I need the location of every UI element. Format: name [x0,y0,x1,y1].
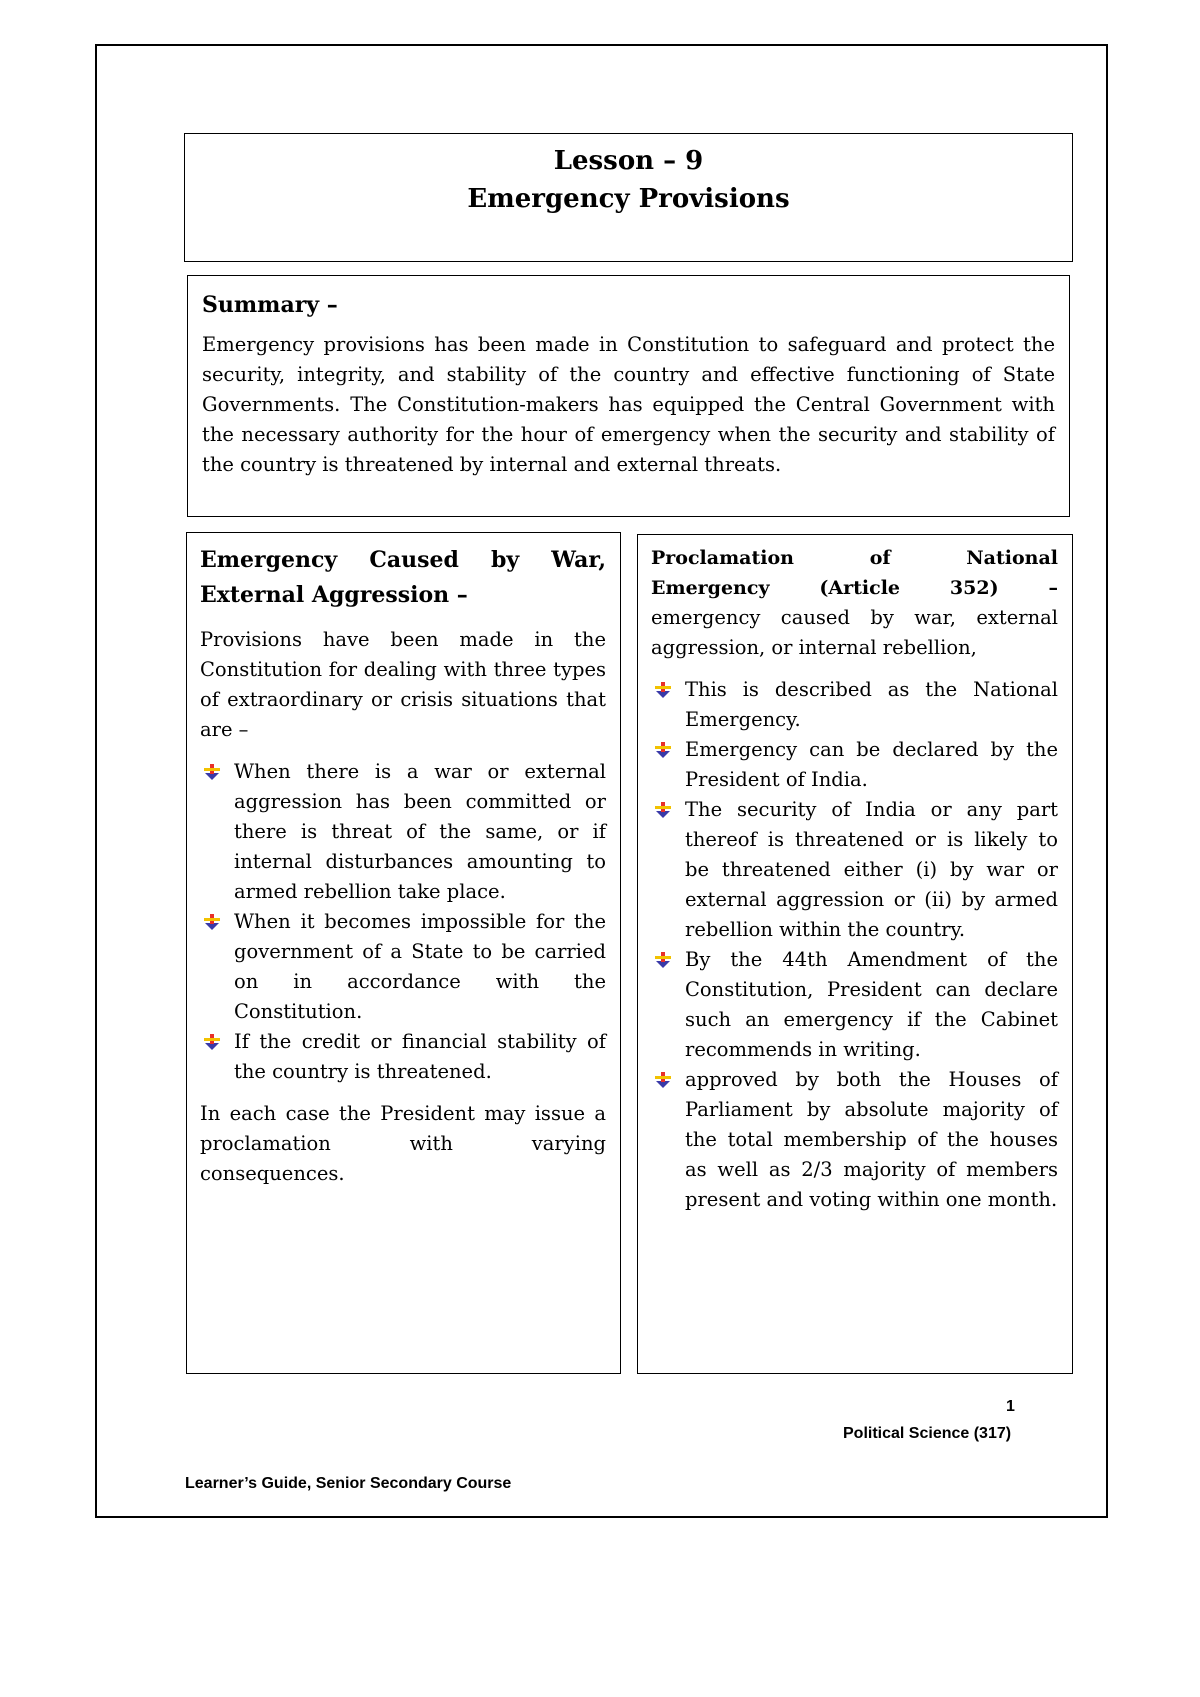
course-label: Political Science (317) [843,1425,1012,1442]
war-emergency-list [200,757,606,1087]
lesson-number: Lesson – 9 [553,146,704,176]
summary-text: Emergency provisions has been made in Constitution to safeguard and protect the security, integrity, and stability of the country and effective functioning of State Governments. The Constitution-makers has equipped the Central Government with the necessary authority for the hour of emergency when the security and stability of the country is threatened by internal and external threats. [202,333,1055,476]
arrow-bullet-icon [653,681,673,699]
national-emergency-heading-line2: Emergency (Article 352) – [651,577,1058,599]
summary-box [187,275,1070,517]
page-number: 1 [1006,1398,1015,1415]
arrow-bullet-icon [202,1033,222,1051]
arrow-bullet-icon [653,951,673,969]
summary-heading: Summary – [202,292,338,318]
war-emergency-heading [200,543,606,613]
war-emergency-heading-line1: Emergency Caused by War, [200,547,606,573]
arrow-bullet-icon [653,741,673,759]
list-item: If the credit or financial stability of the country is threatened. [234,1027,606,1087]
national-emergency-heading [651,543,1058,603]
arrow-bullet-icon [653,1071,673,1089]
arrow-bullet-icon [202,913,222,931]
list-item: When it becomes impossible for the government of a State to be carried on in accordance with the Constitution. [234,907,606,1027]
list-item: This is described as the National Emergency. [685,675,1058,735]
national-emergency-box [637,534,1073,1374]
national-emergency-heading-line1: Proclamation of National [651,547,1058,569]
list-item: By the 44th Amendment of the Constitution, President can declare such an emergency if the Cabinet recommends in writing. [685,945,1058,1065]
arrow-bullet-icon [653,801,673,819]
lesson-title-box [184,133,1073,262]
lesson-title: Emergency Provisions [467,184,790,214]
war-emergency-heading-line2: External Aggression – [200,582,468,608]
war-emergency-intro: Provisions have been made in the Constitution for dealing with three types of extraordinary or crisis situations that are – [200,628,606,741]
list-item: Emergency can be declared by the President of India. [685,735,1058,795]
list-item: When there is a war or external aggression has been committed or there is threat of the same, or if internal disturbances amounting to armed rebellion take place. [234,757,606,907]
list-item: The security of India or any part thereof is threatened or is likely to be threatened either (i) by war or external aggression or (ii) by armed rebellion within the country. [685,795,1058,945]
war-emergency-box [186,532,621,1374]
arrow-bullet-icon [202,763,222,781]
national-emergency-intro: emergency caused by war, external aggression, or internal rebellion, [651,606,1058,659]
war-emergency-closing: In each case the President may issue a proclamation with varying consequences. [200,1102,606,1185]
guide-label: Learner’s Guide, Senior Secondary Course [185,1475,512,1492]
national-emergency-list [651,675,1058,1215]
list-item: approved by both the Houses of Parliament by absolute majority of the total membership of the houses as well as 2/3 majority of members present and voting within one month. [685,1065,1058,1215]
